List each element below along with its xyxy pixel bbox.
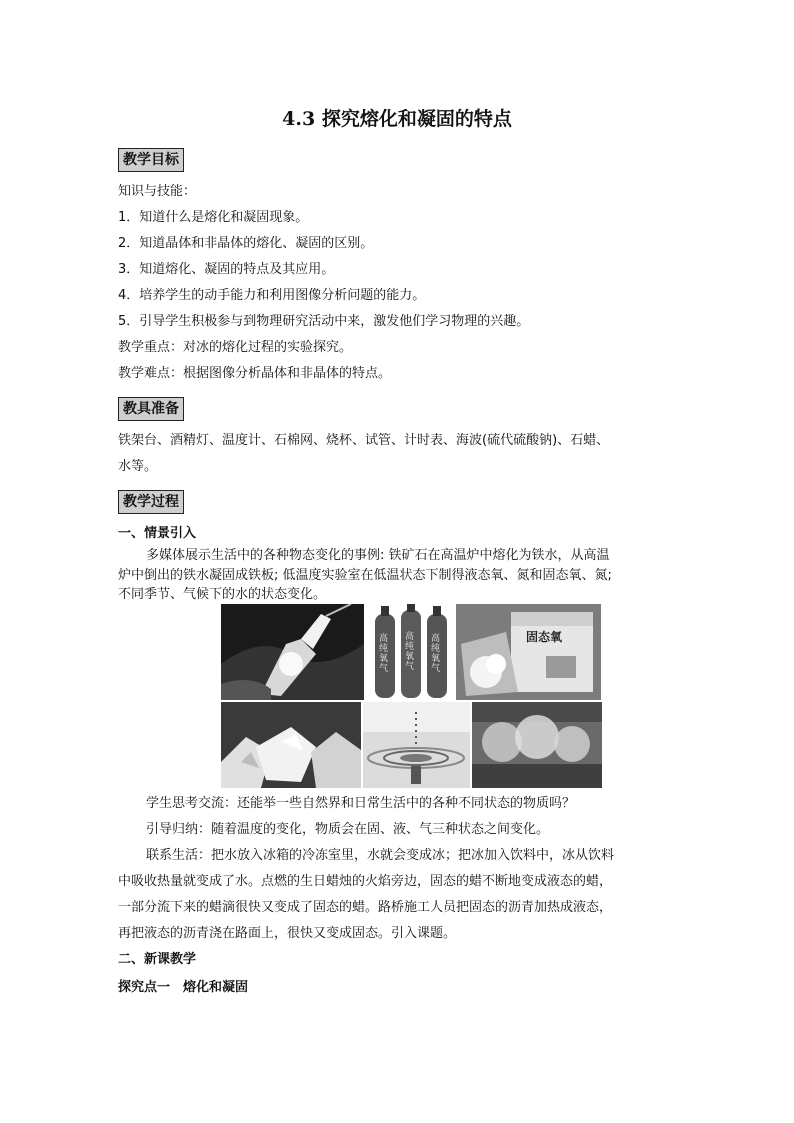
difficult-point: 教学难点：根据图像分析晶体和非晶体的特点。	[118, 366, 392, 381]
part2-heading: 二、新课教学	[118, 952, 197, 967]
solid-oxygen-box-photo	[456, 604, 601, 700]
objective-item: 5．引导学生积极参与到物理研究活动中来，激发他们学习物理的兴趣。	[118, 314, 530, 329]
objective-item: 1．知道什么是熔化和凝固现象。	[118, 210, 309, 225]
ice-photo	[221, 702, 361, 788]
intro-line: 不同季节、气候下的水的状态变化。	[118, 587, 327, 602]
objective-item: 4．培养学生的动手能力和利用图像分析问题的能力。	[118, 288, 426, 303]
tools-line: 铁架台、酒精灯、温度计、石棉网、烧杯、试管、计时表、海波(硫代硫酸钠)、石蜡、	[118, 433, 610, 448]
cylinder-label: 高纯氧气	[379, 634, 389, 674]
discussion-line: 学生思考交流：还能举一些自然界和日常生活中的各种不同状态的物质吗？	[146, 796, 576, 811]
steam-landscape-photo	[472, 702, 602, 788]
intro-line: 炉中倒出的铁水凝固成铁板; 低温度实验室在低温状态下制得液态氧、氮和固态氧、氮;	[118, 568, 612, 583]
knowledge-label: 知识与技能：	[118, 184, 197, 199]
section-process-heading: 教学过程	[118, 490, 184, 514]
oxygen-cylinders-photo	[367, 604, 454, 700]
water-drop-photo	[363, 702, 470, 788]
section-tools-heading: 教具准备	[118, 397, 184, 421]
life-line: 一部分流下来的蜡滴很快又变成了固态的蜡。路桥施工人员把固态的沥青加热成液态，	[118, 900, 613, 915]
guidance-line: 引导归纳：随着温度的变化，物质会在固、液、气三种状态之间变化。	[146, 822, 550, 837]
cylinder-label: 高纯氧气	[405, 632, 415, 672]
page-title: 4.3 探究熔化和凝固的特点	[282, 108, 512, 130]
life-line: 再把液态的沥青浇在路面上，很快又变成固态。引入课题。	[118, 926, 457, 941]
life-line: 联系生活：把水放入冰箱的冷冻室里，水就会变成冰；把冰加入饮料中，冰从饮料	[146, 848, 615, 863]
tools-line: 水等。	[118, 459, 158, 474]
section-objectives-heading: 教学目标	[118, 148, 184, 172]
intro-line: 多媒体展示生活中的各种物态变化的事例: 铁矿石在高温炉中熔化为铁水，从高温	[146, 548, 610, 563]
solid-oxygen-label: 固态氧	[526, 630, 563, 644]
life-line: 中吸收热量就变成了水。点燃的生日蜡烛的火焰旁边，固态的蜡不断地变成液态的蜡，	[118, 874, 613, 889]
explore-point-1-heading: 探究点一 熔化和凝固	[118, 980, 249, 995]
cylinder-label: 高纯氧气	[431, 634, 441, 674]
key-point: 教学重点：对冰的熔化过程的实验探究。	[118, 340, 353, 355]
objective-item: 3．知道熔化、凝固的特点及其应用。	[118, 262, 335, 277]
objective-item: 2．知道晶体和非晶体的熔化、凝固的区别。	[118, 236, 374, 251]
part1-heading: 一、情景引入	[118, 526, 197, 541]
molten-iron-photo	[221, 604, 364, 700]
